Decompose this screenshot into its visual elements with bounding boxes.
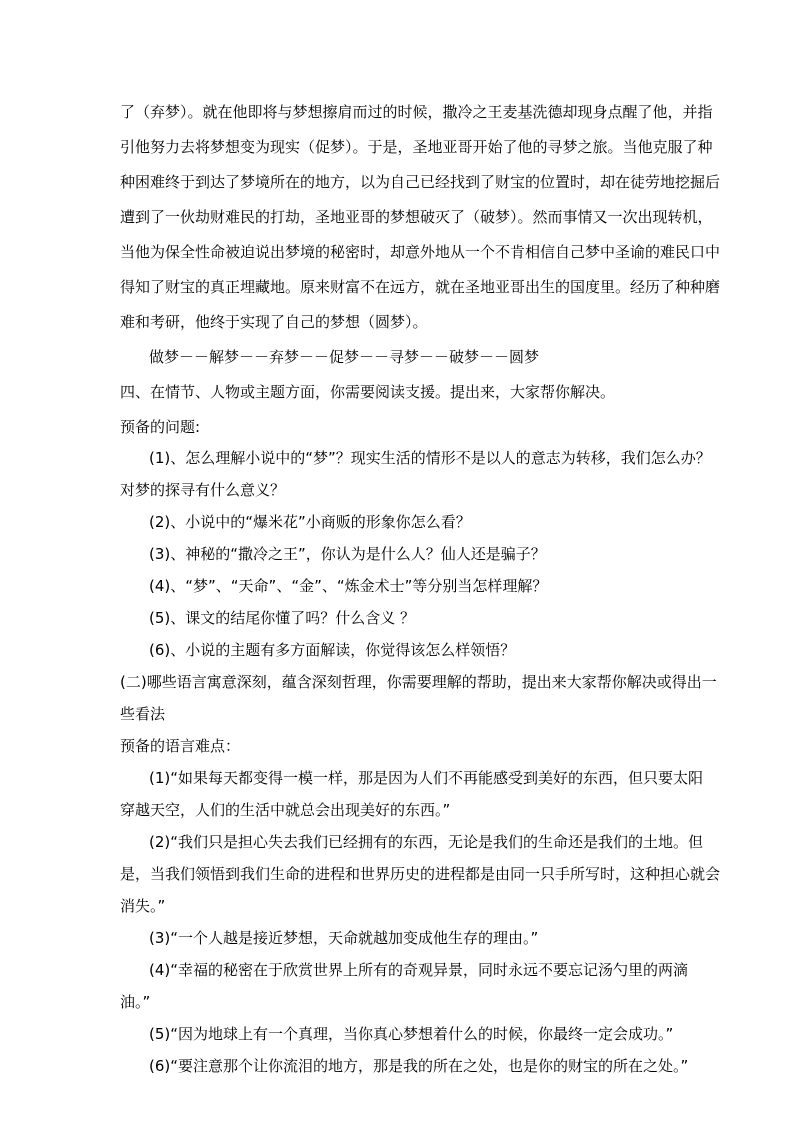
quote-item: (4)“幸福的秘密在于欣赏世界上所有的奇观异景，同时永远不要忘记汤勺里的两滴 [149,961,689,979]
paragraph-line: 了（弃梦）。就在他即将与梦想擦肩而过的时候，撒冷之王麦基洗德却现身点醒了他，并指 [120,103,713,121]
prepared-questions-label: 预备的问题: [120,418,201,436]
paragraph-line: 得知了财宝的真正埋藏地。原来财富不在远方，就在圣地亚哥出生的国度里。经历了种种磨 [120,278,721,296]
section-two-heading: (二)哪些语言寓意深刻，蕴含深刻哲理，你需要理解的帮助，提出来大家帮你解决或得出一 [120,673,717,691]
section-four-heading: 四、在情节、人物或主题方面，你需要阅读支援。提出来，大家帮你解决。 [120,383,616,401]
quote-item-continuation: 油。” [120,993,151,1011]
quote-item: (5)“因为地球上有一个真理，当你真心梦想着什么的时候，你最终一定会成功。” [149,1025,674,1043]
paragraph-line: 引他努力去将梦想变为现实（促梦）。于是，圣地亚哥开始了他的寻梦之旅。当他克服了种 [120,138,713,156]
document-body [120,98,721,1082]
quote-item: (3)“一个人越是接近梦想，天命就越加变成他生存的理由。” [149,929,539,947]
paragraph-line: 难和考研，他终于实现了自己的梦想（圆梦）。 [120,313,428,331]
question-item: (6)、小说的主题有多方面解读，你觉得该怎么样领悟？ [149,641,516,659]
question-item: (5)、课文的结尾你懂了吗？什么含义 ？ [149,609,416,627]
dream-sequence: 做梦－－解梦－－弃梦－－促梦－－寻梦－－破梦－－圆梦 [149,348,540,366]
quote-item: (1)“如果每天都变得一模一样，那是因为人们不再能感受到美好的东西，但只要太阳 [149,769,704,787]
question-item: (1)、怎么理解小说中的“梦”？现实生活的情形不是以人的意志为转移，我们怎么办？ [149,449,711,467]
question-item: (3)、神秘的“撒冷之王”，你认为是什么人？仙人还是骗子？ [149,545,546,563]
prepared-language-label: 预备的语言难点： [120,737,241,755]
section-two-heading-continuation: 些看法 [120,705,166,723]
quote-item: (6)“要注意那个让你流泪的地方，那是我的所在之处，也是你的财宝的所在之处。” [149,1057,689,1075]
quote-item-continuation: 穿越天空，人们的生活中就总会出现美好的东西。” [120,801,451,819]
quote-item-continuation: 消失。” [120,897,166,915]
quote-list [120,762,721,1082]
question-list [120,442,711,666]
paragraph-line: 种困难终于到达了梦境所在的地方，以为自己已经找到了财宝的位置时，却在徒劳地挖掘后 [120,173,721,191]
paragraph-line: 遭到了一伙劫财难民的打劫，圣地亚哥的梦想破灭了（破梦）。然而事情又一次出现转机， [120,208,713,226]
question-item: (2)、小说中的“爆米花”小商贩的形象你怎么看？ [149,513,471,531]
question-item: (4)、“梦”、“天命”、“金”、“炼金术士”等分别当怎样理解？ [149,577,548,595]
quote-item: (2)“我们只是担心失去我们已经拥有的东西，无论是我们的生命还是我们的土地。但 [149,833,704,851]
question-item-continuation: 对梦的探寻有什么意义？ [120,481,286,499]
quote-item-continuation: 是，当我们领悟到我们生命的进程和世界历史的进程都是由同一只手所写时，这种担心就会 [120,865,721,883]
paragraph-line: 当他为保全性命被迫说出梦境的秘密时，却意外地从一个不肯相信自己梦中圣谕的难民口中 [120,243,721,261]
summary-paragraph [120,98,721,337]
